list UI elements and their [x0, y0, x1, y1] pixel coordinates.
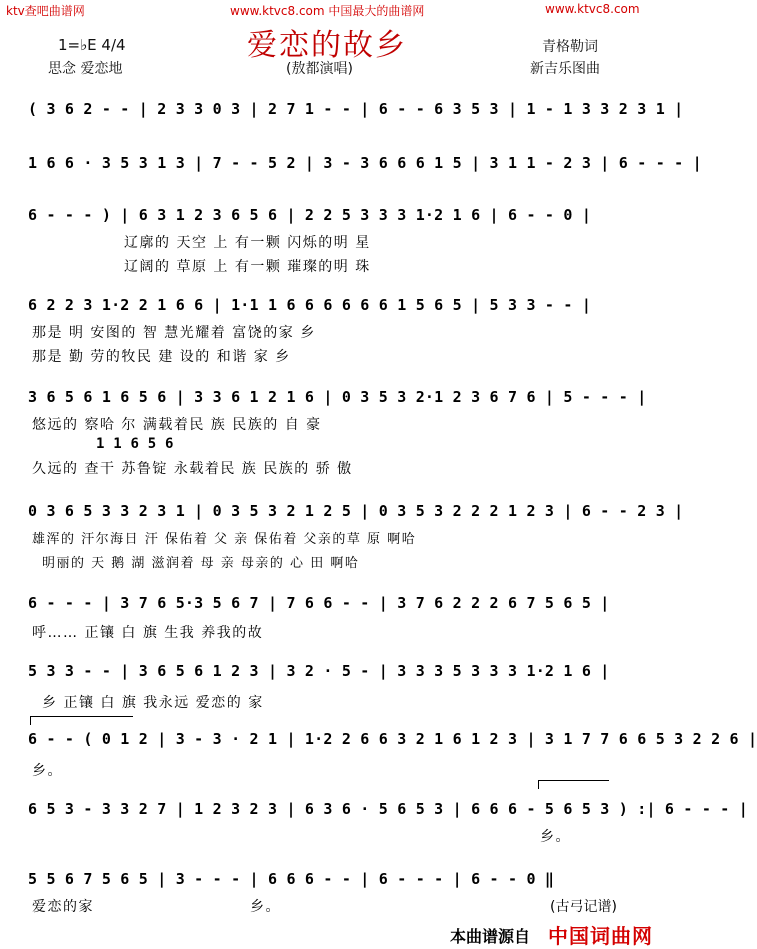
lyric-line-3b: 辽阔的 草原 上 有一颗 璀璨的明 珠 [124, 259, 371, 275]
score-line-4: 6 2 2 3 1·2 2 1 6 6 | 1·1 1 6 6 6 6 6 6 1 5 6 5 | 5 3 3 - - | [28, 296, 592, 314]
lyric-line-7: 呼…… 正镶 白 旗 生我 养我的故 [32, 625, 264, 641]
score-line-6: 0 3 6 5 3 3 2 3 1 | 0 3 5 3 2 1 2 5 | 0 3 5 3 2 2 2 1 2 3 | 6 - - 2 3 | [28, 502, 684, 520]
lyric-line-6b: 明丽的 天 鹅 湖 滋润着 母 亲 母亲的 心 田 啊哈 [42, 556, 360, 571]
score-line-5: 3 6 5 6 1 6 5 6 | 3 3 6 1 2 1 6 | 0 3 5 3 2·1 2 3 6 7 6 | 5 - - - | [28, 388, 647, 406]
score-line-11: 5 5 6 7 5 6 5 | 3 - - - | 6 6 6 - - | 6 - - - | 6 - - 0 ‖ [28, 870, 555, 888]
lyric-line-3a: 辽廓的 天空 上 有一颗 闪烁的明 星 [124, 235, 371, 251]
score-line-1: ( 3 6 2 - - | 2 3 3 0 3 | 2 7 1 - - | 6 - - 6 3 5 3 | 1 - 1 3 3 2 3 1 | [28, 100, 684, 118]
lyric-line-5b: 久远的 查干 苏鲁锭 永载着民 族 民族的 骄 傲 [32, 461, 353, 477]
mood-marking: 思念 爱恋地 [48, 61, 123, 77]
key-signature: 1=♭E 4/4 [58, 36, 126, 54]
score-line-7: 6 - - - | 3 7 6 5·3 5 6 7 | 7 6 6 - - | 3 7 6 2 2 2 6 7 5 6 5 | [28, 594, 610, 612]
lyric-line-6a: 雄浑的 汗尔海日 汗 保佑着 父 亲 保佑着 父亲的草 原 啊哈 [32, 532, 417, 547]
lyric-line-4a: 那是 明 安图的 智 慧光耀着 富饶的家 乡 [32, 325, 316, 341]
score-line-3: 6 - - - ) | 6 3 1 2 3 6 5 6 | 2 2 5 3 3 3 1·2 1 6 | 6 - - 0 | [28, 206, 592, 224]
lyric-line-11a: 爱恋的家 [32, 899, 94, 915]
score-line-9: 6 - - ( 0 1 2 | 3 - 3 · 2 1 | 1·2 2 6 6 3 2 1 6 1 2 3 | 3 1 7 7 6 6 5 3 2 2 6 | [28, 730, 757, 748]
transcriber-credit: (古弓记谱) [550, 899, 617, 915]
site-name-left: ktv查吧曲谱网 [6, 4, 85, 18]
lyric-line-9: 乡。 [32, 763, 63, 779]
grace-notes: 1 1 6 5 6 [96, 436, 174, 452]
score-line-2: 1 6 6 · 3 5 3 1 3 | 7 - - 5 2 | 3 - 3 6 6 6 1 5 | 3 1 1 - 2 3 | 6 - - - | [28, 154, 702, 172]
volta-bracket-1 [30, 716, 133, 725]
singer: (敖都演唱) [286, 61, 353, 77]
site-name-right: www.ktvc8.com [545, 2, 640, 16]
lyric-line-11b: 乡。 [250, 899, 281, 915]
source-label: 本曲谱源自 [450, 927, 531, 946]
composer: 新吉乐图曲 [530, 61, 600, 77]
score-line-8: 5 3 3 - - | 3 6 5 6 1 2 3 | 3 2 · 5 - | 3 3 3 5 3 3 3 1·2 1 6 | [28, 662, 610, 680]
lyric-line-5a: 悠远的 察哈 尔 满载着民 族 民族的 自 豪 [32, 417, 322, 433]
score-line-10: 6 5 3 - 3 3 2 7 | 1 2 3 2 3 | 6 3 6 · 5 6 5 3 | 6 6 6 - 5 6 5 3 ) :| 6 - - - | [28, 800, 748, 818]
volta-bracket-2 [538, 780, 609, 789]
lyric-line-4b: 那是 勤 劳的牧民 建 设的 和谐 家 乡 [32, 349, 291, 365]
lyric-line-8: 乡 正镶 白 旗 我永远 爱恋的 家 [42, 695, 264, 711]
brand-logo-text: 中国词曲网 [548, 924, 653, 948]
site-name-center: www.ktvc8.com 中国最大的曲谱网 [230, 4, 425, 18]
song-title: 爱恋的故乡 [247, 28, 407, 63]
lyricist: 青格勒词 [542, 39, 598, 55]
lyric-line-10: 乡。 [540, 829, 571, 845]
